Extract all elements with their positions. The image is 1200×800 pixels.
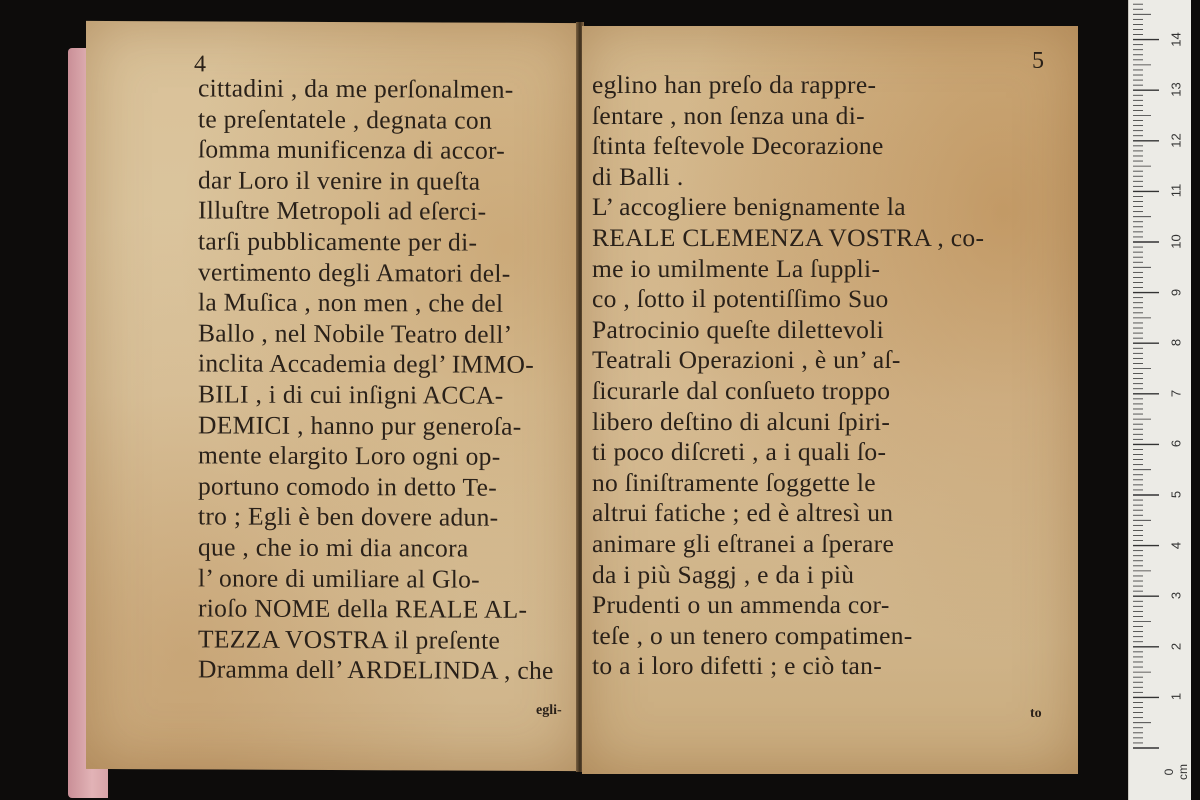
right-page-line: Prudenti o un ammenda cor- [592,590,890,620]
right-page-line: co , ſotto il potentiſſimo Suo [592,284,889,314]
left-page-line: cittadini , da me perſonalmen- [198,73,514,104]
left-page-line: Illuſtre Metropoli ad eſerci- [198,195,487,227]
left-page-line: Dramma dell’ ARDELINDA , che [198,654,554,686]
right-page-line: libero deſtino di alcuni ſpiri- [592,406,891,436]
left-page-line: TEZZA VOSTRA il preſente [198,624,501,655]
measurement-ruler [1128,0,1191,800]
ruler-number: 6 [1168,440,1184,448]
right-page-line: ſentare , non ſenza una di- [592,100,865,130]
left-page-line: tro ; Egli è ben dovere adun- [198,501,499,533]
right-page-line: di Balli . [592,161,684,191]
left-page-line: rioſo NOME della REALE AL- [198,593,528,624]
right-catchword: to [1030,706,1042,721]
left-page-line: Ballo , nel Nobile Teatro dell’ [198,318,513,349]
left-page-line: mente elargito Loro ogni op- [198,440,501,471]
left-page-line: ſomma munificenza di accor- [198,134,506,165]
left-page-line: BILI , i di cui inſigni ACCA- [198,379,504,410]
right-page-line: teſe , o un tenero compatimen- [592,620,913,650]
ruler-number: 12 [1168,133,1184,148]
ruler-number: 13 [1168,82,1184,97]
ruler-number: 4 [1168,541,1184,549]
left-page-line: portuno comodo in detto Te- [198,471,498,502]
left-page-line: vertimento degli Amatori del- [198,256,511,288]
left-page-number: 4 [194,51,206,78]
right-page-line: ſicurarle dal conſueto troppo [592,375,891,405]
right-page-line: eglino han preſo da rappre- [592,70,877,99]
right-page-line: altrui fatiche ; ed è altresì un [592,498,894,528]
right-page [582,26,1078,774]
left-page-line: la Muſica , non men , che del [198,287,504,318]
left-page-text [198,73,554,686]
right-page-line: da i più Saggj , e da i più [592,559,855,589]
left-page-line: te preſentatele , degnata con [198,104,493,135]
right-page-line: Patrocinio queſte dilettevoli [592,314,884,344]
left-page [86,21,580,771]
right-page-line: me io umilmente La ſuppli- [592,253,881,283]
ruler-number: 11 [1168,184,1184,198]
ruler-number: 1 [1168,693,1184,701]
ruler-unit-label: 0 cm [1162,764,1190,780]
right-page-line: animare gli eſtranei a ſperare [592,528,895,558]
right-page-line: to a i loro difetti ; e ciò tan- [592,651,883,681]
left-page-line: que , che io mi dia ancora [198,532,469,563]
ruler-number: 10 [1168,234,1184,249]
left-page-line: l’ onore di umiliare al Glo- [198,562,480,594]
ruler-number: 2 [1168,642,1184,650]
left-page-line: tarſi pubblicamente per di- [198,226,478,257]
ruler-number: 14 [1168,31,1184,47]
right-page-line: ti poco diſcreti , a i quali ſo- [592,437,887,467]
right-page-line: ſtinta feſtevole Decorazione [592,131,884,161]
ruler-number: 8 [1168,339,1184,347]
open-book [68,22,1080,780]
left-page-line: dar Loro il venire in queſta [198,165,481,196]
left-page-line: DEMICI , hanno pur generoſa- [198,409,522,441]
left-page-line: inclita Accademia degl’ IMMO- [198,348,535,380]
left-catchword: egli- [536,702,562,718]
right-page-number: 5 [1032,48,1044,74]
right-page-line: Teatrali Operazioni , è un’ aſ- [592,345,901,375]
right-page-line: L’ accogliere benignamente la [592,192,906,222]
right-page-line: no ſiniſtramente ſoggette le [592,467,876,497]
right-page-text [592,70,984,682]
ruler-number: 7 [1168,389,1184,397]
ruler-number: 3 [1168,592,1184,600]
ruler-number: 5 [1168,490,1184,499]
right-page-line: REALE CLEMENZA VOSTRA , co- [592,222,985,252]
ruler-number: 9 [1168,288,1184,296]
